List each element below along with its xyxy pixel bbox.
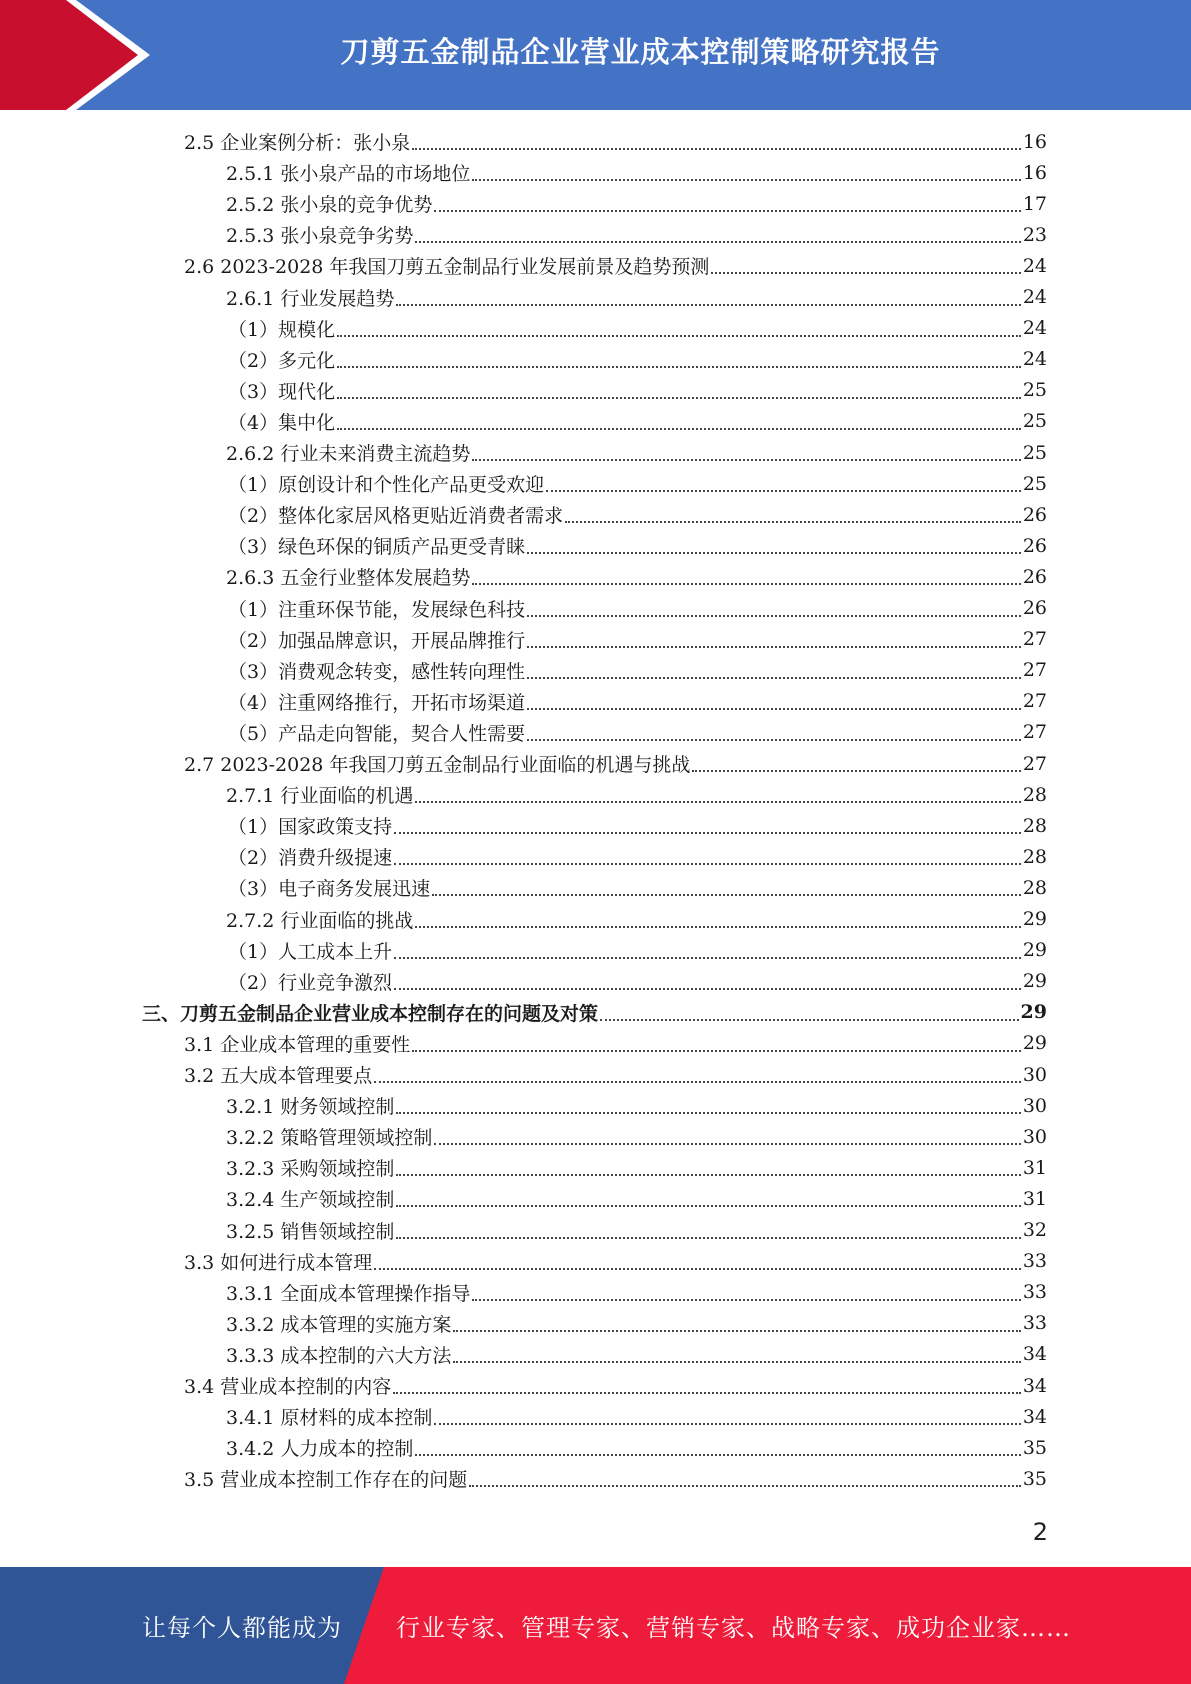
toc-dot-leader xyxy=(412,1049,1021,1052)
toc-dot-leader xyxy=(472,1298,1020,1301)
toc-entry-label: 3.1 企业成本管理的重要性 xyxy=(184,1033,411,1056)
toc-entry[interactable] xyxy=(228,872,1047,903)
toc-entry[interactable] xyxy=(226,1121,1047,1152)
toc-entry[interactable] xyxy=(184,1028,1047,1059)
toc-entry-page: 27 xyxy=(1022,721,1047,744)
toc-entry-page: 28 xyxy=(1022,783,1047,806)
toc-entry-page: 25 xyxy=(1022,410,1047,433)
toc-entry[interactable] xyxy=(228,717,1047,748)
toc-entry-page: 27 xyxy=(1022,690,1047,713)
toc-dot-leader xyxy=(434,1142,1020,1145)
toc-entry-label: （1）国家政策支持 xyxy=(228,816,393,839)
toc-entry-label: （1）人工成本上升 xyxy=(228,940,393,963)
toc-dot-leader xyxy=(394,956,1021,959)
toc-entry-label: 2.6.3 五金行业整体发展趋势 xyxy=(226,567,471,590)
toc-entry-label: （2）加强品牌意识，开展品牌推行 xyxy=(228,629,526,652)
toc-entry[interactable] xyxy=(226,1215,1047,1246)
toc-entry[interactable] xyxy=(184,126,1047,157)
toc-entry[interactable] xyxy=(228,593,1047,624)
toc-entry[interactable] xyxy=(226,437,1047,468)
toc-entry-label: （3）电子商务发展迅速 xyxy=(228,878,431,901)
page-footer xyxy=(0,1567,1191,1684)
toc-entry-page: 29 xyxy=(1022,908,1047,930)
toc-entry-label: （3）绿色环保的铜质产品更受青睐 xyxy=(228,536,526,559)
toc-entry-label: （2）整体化家居风格更贴近消费者需求 xyxy=(228,505,564,528)
toc-entry[interactable] xyxy=(226,904,1047,935)
toc-entry-page: 17 xyxy=(1022,192,1047,215)
toc-entry-page: 34 xyxy=(1022,1343,1047,1366)
toc-entry-label: 3.2.5 销售领域控制 xyxy=(226,1220,395,1243)
toc-entry-page: 24 xyxy=(1022,317,1047,340)
toc-dot-leader xyxy=(469,1484,1021,1487)
document-title: 刀剪五金制品企业营业成本控制策略研究报告 xyxy=(340,34,941,69)
toc-entry[interactable] xyxy=(226,157,1047,188)
toc-entry-label: 3.3 如何进行成本管理 xyxy=(184,1251,373,1274)
toc-entry-label: 3.3.3 成本控制的六大方法 xyxy=(226,1344,452,1367)
toc-entry-label: （2）消费升级提速 xyxy=(228,847,393,870)
toc-entry-page: 24 xyxy=(1022,348,1047,371)
toc-entry-label: 3.2 五大成本管理要点 xyxy=(184,1065,373,1087)
toc-dot-leader xyxy=(396,1236,1020,1239)
toc-entry[interactable] xyxy=(184,250,1047,281)
toc-entry-page: 24 xyxy=(1022,286,1047,308)
toc-entry-page: 35 xyxy=(1022,1436,1047,1459)
toc-entry-page: 28 xyxy=(1022,845,1047,868)
toc-entry-label: 2.5.2 张小泉的竞争优势 xyxy=(226,194,433,217)
toc-entry-label: 2.7 2023-2028 年我国刀剪五金制品行业面临的机遇与挑战 xyxy=(184,754,691,776)
toc-entry-label: （1）注重环保节能，发展绿色科技 xyxy=(228,598,526,621)
toc-entry-page: 33 xyxy=(1022,1312,1047,1335)
toc-entry-label: 2.5.1 张小泉产品的市场地位 xyxy=(226,163,471,186)
toc-entry-label: （5）产品走向智能，契合人性需要 xyxy=(228,722,526,745)
footer-slogan-right: 行业专家、管理专家、营销专家、战略专家、成功企业家…… xyxy=(396,1614,1071,1642)
toc-dot-leader xyxy=(396,1204,1020,1207)
toc-dot-leader xyxy=(415,800,1020,803)
toc-entry-page: 34 xyxy=(1022,1405,1047,1428)
toc-entry[interactable] xyxy=(228,375,1047,406)
toc-dot-leader xyxy=(453,1329,1020,1332)
toc-entry-label: （4）集中化 xyxy=(228,411,336,434)
toc-entry[interactable] xyxy=(142,997,1047,1028)
toc-entry-page: 26 xyxy=(1022,565,1047,588)
toc-entry-page: 28 xyxy=(1022,814,1047,837)
toc-entry-page: 29 xyxy=(1020,1001,1047,1024)
toc-entry[interactable] xyxy=(184,1059,1047,1090)
toc-entry-label: 三、刀剪五金制品企业营业成本控制存在的问题及对策 xyxy=(142,1002,599,1025)
toc-dot-leader xyxy=(432,893,1021,896)
toc-entry[interactable] xyxy=(228,935,1047,966)
toc-entry-page: 30 xyxy=(1022,1125,1047,1148)
toc-entry-label: 2.7.2 行业面临的挑战 xyxy=(226,909,414,932)
toc-dot-leader xyxy=(527,676,1021,679)
toc-dot-leader xyxy=(546,489,1021,492)
toc-entry[interactable] xyxy=(226,219,1047,250)
toc-entry[interactable] xyxy=(228,530,1047,561)
toc-dot-leader xyxy=(472,582,1020,585)
toc-entry-page: 35 xyxy=(1022,1467,1047,1490)
toc-dot-leader xyxy=(415,240,1020,243)
toc-dot-leader xyxy=(394,987,1021,990)
toc-dot-leader xyxy=(394,831,1021,834)
toc-dot-leader xyxy=(565,520,1021,523)
toc-entry[interactable] xyxy=(226,779,1047,810)
toc-dot-leader xyxy=(600,1018,1019,1021)
toc-entry[interactable] xyxy=(228,406,1047,437)
toc-entry[interactable] xyxy=(226,188,1047,219)
toc-entry-label: （4）注重网络推行，开拓市场渠道 xyxy=(228,691,526,714)
page-number: 2 xyxy=(1032,1518,1048,1546)
toc-entry[interactable] xyxy=(228,344,1047,375)
toc-dot-leader xyxy=(396,1111,1020,1114)
toc-entry-label: 3.4.2 人力成本的控制 xyxy=(226,1438,414,1461)
toc-dot-leader xyxy=(393,1391,1021,1394)
toc-entry-label: 3.3.1 全面成本管理操作指导 xyxy=(226,1282,471,1305)
toc-dot-leader xyxy=(337,334,1021,337)
page-header xyxy=(0,0,1191,110)
toc-entry[interactable] xyxy=(226,1401,1047,1432)
toc-entry[interactable] xyxy=(226,1277,1047,1308)
toc-entry-page: 33 xyxy=(1022,1250,1047,1273)
toc-entry-label: 3.3.2 成本管理的实施方案 xyxy=(226,1313,452,1336)
toc-entry[interactable] xyxy=(228,810,1047,841)
toc-dot-leader xyxy=(394,862,1021,865)
toc-entry-label: 2.6.1 行业发展趋势 xyxy=(226,287,395,310)
toc-entry[interactable] xyxy=(228,841,1047,872)
toc-entry[interactable] xyxy=(184,748,1047,779)
toc-dot-leader xyxy=(527,645,1021,648)
toc-entry[interactable] xyxy=(228,624,1047,655)
toc-entry-label: 3.2.4 生产领域控制 xyxy=(226,1189,395,1212)
toc-dot-leader xyxy=(415,1453,1020,1456)
toc-entry[interactable] xyxy=(226,1183,1047,1214)
toc-dot-leader xyxy=(374,1267,1021,1270)
toc-dot-leader xyxy=(434,1422,1020,1425)
toc-entry-label: 3.2.1 财务领域控制 xyxy=(226,1096,395,1119)
toc-entry[interactable] xyxy=(228,468,1047,499)
toc-entry-label: 2.5.3 张小泉竞争劣势 xyxy=(226,225,414,248)
toc-entry-page: 16 xyxy=(1022,130,1047,153)
toc-entry-page: 26 xyxy=(1022,534,1047,557)
toc-entry-page: 29 xyxy=(1022,970,1047,993)
toc-dot-leader xyxy=(527,614,1021,617)
toc-dot-leader xyxy=(337,365,1021,368)
toc-dot-leader xyxy=(453,1360,1020,1363)
toc-entry-label: （1）原创设计和个性化产品更受欢迎 xyxy=(228,474,545,497)
toc-entry[interactable] xyxy=(184,1246,1047,1277)
toc-entry[interactable] xyxy=(226,1339,1047,1370)
toc-entry[interactable] xyxy=(184,1463,1047,1494)
toc-entry[interactable] xyxy=(228,686,1047,717)
toc-entry-label: （3）现代化 xyxy=(228,380,336,403)
toc-entry-page: 25 xyxy=(1022,379,1047,402)
toc-entry-label: 3.4 营业成本控制的内容 xyxy=(184,1376,392,1398)
toc-entry-page: 34 xyxy=(1022,1374,1047,1397)
toc-dot-leader xyxy=(434,209,1020,212)
toc-dot-leader xyxy=(337,427,1021,430)
toc-entry-label: 2.7.1 行业面临的机遇 xyxy=(226,785,414,808)
toc-entry-label: （3）消费观念转变，感性转向理性 xyxy=(228,660,526,683)
toc-entry-label: 3.4.1 原材料的成本控制 xyxy=(226,1407,433,1430)
toc-dot-leader xyxy=(472,458,1020,461)
toc-entry-page: 29 xyxy=(1022,1032,1047,1055)
toc-dot-leader xyxy=(374,1080,1021,1083)
toc-dot-leader xyxy=(337,396,1021,399)
toc-entry-page: 29 xyxy=(1022,939,1047,962)
toc-dot-leader xyxy=(692,769,1020,772)
toc-entry[interactable] xyxy=(226,282,1047,313)
toc-entry-page: 26 xyxy=(1022,503,1047,526)
toc-entry-label: 3.2.3 采购领域控制 xyxy=(226,1158,395,1181)
toc-entry-page: 27 xyxy=(1022,628,1047,651)
toc-entry[interactable] xyxy=(226,1308,1047,1339)
toc-entry-page: 32 xyxy=(1022,1219,1047,1241)
toc-entry-page: 30 xyxy=(1022,1094,1047,1117)
toc-entry-page: 30 xyxy=(1022,1063,1047,1086)
toc-entry-page: 27 xyxy=(1022,659,1047,682)
toc-entry-label: 2.6 2023-2028 年我国刀剪五金制品行业发展前景及趋势预测 xyxy=(184,256,710,279)
toc-entry-page: 24 xyxy=(1022,254,1047,277)
toc-dot-leader xyxy=(527,738,1021,741)
toc-entry-label: 2.6.2 行业未来消费主流趋势 xyxy=(226,443,471,465)
toc-dot-leader xyxy=(412,147,1021,150)
toc-dot-leader xyxy=(415,925,1020,928)
toc-dot-leader xyxy=(396,303,1020,306)
footer-slogan-left: 让每个人都能成为 xyxy=(142,1614,342,1642)
toc-dot-leader xyxy=(527,551,1021,554)
toc-entry-page: 33 xyxy=(1022,1281,1047,1304)
toc-entry-page: 16 xyxy=(1022,161,1047,184)
toc-entry[interactable] xyxy=(226,1152,1047,1183)
toc-entry-page: 25 xyxy=(1022,441,1047,464)
toc-entry[interactable] xyxy=(228,313,1047,344)
toc-dot-leader xyxy=(396,1173,1020,1176)
toc-entry[interactable] xyxy=(184,1370,1047,1401)
toc-entry-label: 3.5 营业成本控制工作存在的问题 xyxy=(184,1469,468,1492)
header-arrow-decoration xyxy=(0,0,150,110)
toc-entry[interactable] xyxy=(228,499,1047,530)
toc-entry[interactable] xyxy=(226,1090,1047,1121)
toc-entry-page: 23 xyxy=(1022,223,1047,246)
toc-entry[interactable] xyxy=(228,655,1047,686)
toc-entry-label: （2）行业竞争激烈 xyxy=(228,971,393,994)
toc-entry-label: （1）规模化 xyxy=(228,318,336,341)
toc-entry-label: 3.2.2 策略管理领域控制 xyxy=(226,1127,433,1150)
toc-dot-leader xyxy=(527,707,1021,710)
toc-entry-page: 28 xyxy=(1022,876,1047,899)
toc-entry-page: 31 xyxy=(1022,1187,1047,1210)
toc-entry-page: 26 xyxy=(1022,597,1047,619)
toc-entry-page: 31 xyxy=(1022,1156,1047,1179)
toc-entry-page: 27 xyxy=(1022,752,1047,775)
toc-entry[interactable] xyxy=(228,966,1047,997)
toc-entry-label: 2.5 企业案例分析：张小泉 xyxy=(184,132,411,154)
toc-dot-leader xyxy=(472,178,1020,181)
toc-dot-leader xyxy=(711,271,1020,274)
toc-entry[interactable] xyxy=(226,1432,1047,1463)
toc-entry-label: （2）多元化 xyxy=(228,349,336,372)
toc-entry-page: 25 xyxy=(1022,472,1047,495)
toc-entry[interactable] xyxy=(226,561,1047,592)
